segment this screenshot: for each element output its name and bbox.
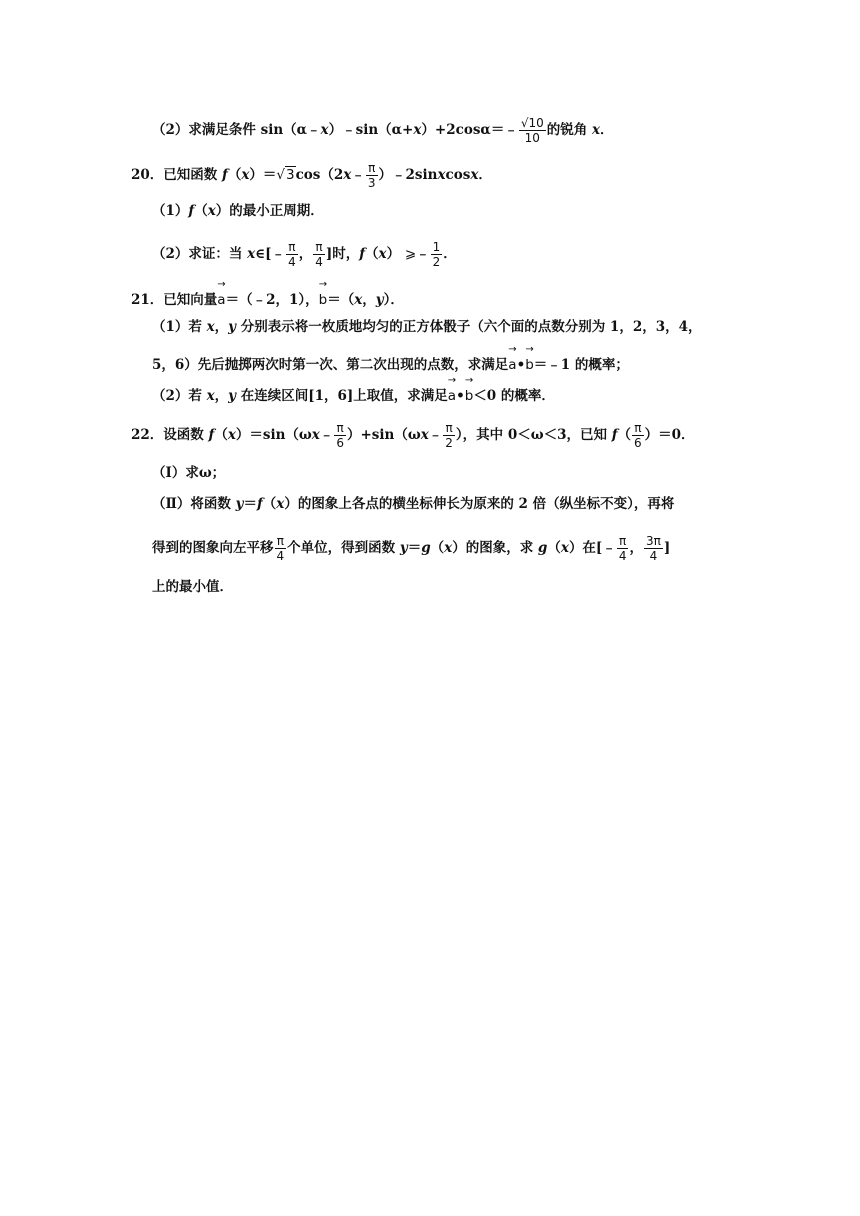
question-number: 20． [131,167,164,183]
fraction-denominator: 4 [618,549,627,563]
vector-letter: b [318,292,328,308]
text: 在连续区间[1，6]上取值，求满足 [240,388,448,404]
q21-stem [131,279,404,310]
var-x: x [311,427,320,443]
text: ）的图象上各点的横坐标伸长为原来的 2 倍（纵坐标不变），再将 [284,496,675,512]
var-f: f [359,246,366,262]
text: ＝（ [327,292,355,308]
fraction [334,421,346,450]
vector-b: → b [464,375,474,404]
dot-operator: • [516,357,526,373]
text: 已知向量 [163,292,218,308]
text: ﹣ [416,246,430,262]
fraction-denominator: 10 [524,131,540,145]
var-x: x [241,167,250,183]
var-x: x [420,427,429,443]
vector-a: → a [217,279,226,308]
text: （1）若 [152,319,202,335]
var-f: f [208,427,215,443]
fraction [366,161,378,190]
var-g: g [537,540,548,556]
q20-part1 [152,201,324,221]
var-x: x [444,540,453,556]
vector-letter: a [217,292,226,308]
text: ＝（﹣2，1）， [225,292,319,308]
vector-letter: b [525,357,534,373]
var-x: x [591,122,601,138]
var-f: f [256,496,263,512]
fraction-denominator: 3 [367,176,376,190]
text: 分别表示将一枚质地均匀的正方体骰子（六个面的点数分别为 1，2，3，4， [240,319,702,335]
vector-letter: a [447,388,457,404]
fraction-denominator: 2 [432,255,441,269]
fraction [632,421,644,450]
text: （ [194,203,208,219]
text: ＝﹣1 的概率； [533,357,629,373]
vector-letter: b [464,388,474,404]
fraction [431,240,443,269]
text: ）的图象，求 [452,540,534,556]
q22-stem [131,421,695,450]
text: ）＝0． [644,427,695,443]
fraction-numerator: π [313,240,325,255]
sqrt-radicand: 3 [285,167,295,183]
text: ＝ [243,496,257,512]
vector-b: → b [318,279,328,308]
var-x: x [207,203,216,219]
fraction [443,421,455,450]
text: （1） [152,203,189,219]
text: ）﹣2sin [378,167,438,183]
text: ） [386,246,401,262]
fraction-denominator: 6 [634,436,642,450]
var-x: x [247,246,256,262]
q21-part1-line2 [152,344,629,375]
fraction [644,534,663,563]
var-y: y [399,540,408,556]
fraction-denominator: 2 [445,436,453,450]
vector-a: → a [508,344,517,373]
fraction-denominator: 4 [288,255,296,269]
fraction [519,116,546,145]
var-x: x [206,319,215,335]
text: 的锐角 [546,122,588,138]
var-y: y [228,319,237,335]
text: ] [663,540,671,556]
fraction-numerator: π [286,240,298,255]
var-x: x [378,246,387,262]
text: ， [298,246,313,262]
q22-part1 [152,463,225,483]
greater-equal-symbol: ⩾ [404,246,417,262]
var-x: x [276,496,285,512]
var-x: x [413,122,422,138]
var-x: x [354,292,363,308]
text: （ [547,540,561,556]
fraction-numerator: 1 [432,240,441,254]
text: ． [600,122,614,138]
text: （2）求证：当 [152,246,243,262]
var-g: g [421,540,431,556]
var-x: x [437,167,446,183]
text: （Ⅰ）求ω； [152,465,226,481]
text: ）﹣sin（α+ [328,122,414,138]
fraction-numerator: π [443,421,455,436]
fraction [275,534,287,563]
fraction-numerator: 3π [645,534,661,548]
text: 设函数 [163,427,204,443]
text: 已知函数 [163,167,218,183]
text: ）+2cosα＝﹣ [421,122,518,138]
var-x: x [227,427,236,443]
text: ＜0 的概率． [473,388,555,404]
var-x: x [560,540,569,556]
fraction-denominator: 4 [649,549,658,563]
fraction-numerator: π [275,534,287,549]
var-x: x [470,167,479,183]
fraction-denominator: 4 [276,549,285,563]
text: （2）求满足条件 sin（α﹣ [152,122,321,138]
text: cos [445,167,471,183]
text: ）在[﹣ [568,540,616,556]
fraction-denominator: 4 [315,255,323,269]
text: ）＝sin（ω [235,427,312,443]
var-y: y [228,388,237,404]
text: （ [214,427,228,443]
fraction [286,240,298,269]
text: （ [262,496,277,512]
q22-part2-line3 [152,577,233,597]
vector-a: → a [447,375,457,404]
q22-part2-line1 [152,494,674,514]
var-f: f [222,167,228,183]
text: ． [443,246,457,262]
text: （ [617,427,632,443]
text: ， [214,388,229,404]
var-y: y [375,292,384,308]
text: 5，6）先后抛掷两次时第一次、第二次出现的点数，求满足 [152,357,509,373]
var-x: x [206,388,215,404]
q21-part1-line1 [152,317,702,337]
text: ﹣ [319,427,334,443]
text: ， [362,292,376,308]
text: ）的最小正周期． [215,203,324,219]
fraction-numerator: π [617,534,629,549]
fraction-numerator: π [632,421,644,436]
question-number: 21． [131,292,164,308]
text: （ [365,246,379,262]
text: （ [430,540,445,556]
var-f: f [188,203,195,219]
var-f: f [611,427,618,443]
text: ， [629,540,643,556]
text: 得到的图象向左平移 [152,540,274,556]
fraction-numerator: π [366,161,378,176]
text: ∈[﹣ [255,246,286,262]
q19-part2 [152,116,614,145]
text: 个单位，得到函数 [287,540,396,556]
text: （Ⅱ）将函数 [152,496,231,512]
q20-part2 [152,240,457,269]
text: ）＝ [249,167,277,183]
text: ． [478,167,492,183]
text: （2）若 [152,388,202,404]
var-x: x [320,122,329,138]
q21-part2 [152,375,555,406]
q20-stem [131,161,492,190]
text: ＝ [407,540,422,556]
fraction [313,240,325,269]
var-x: x [343,167,352,183]
text: ）+sin（ω [346,427,421,443]
text: ， [214,319,229,335]
q22-part2-line2 [152,534,670,563]
vector-b: → b [525,344,534,373]
fraction-denominator: 6 [336,436,344,450]
var-y: y [235,496,244,512]
text: （ [227,167,242,183]
fraction [617,534,629,563]
text: ]时， [325,246,360,262]
text: ），其中 0＜ω＜3，已知 [455,427,607,443]
question-number: 22． [131,427,164,443]
text: cos（2 [295,167,344,183]
fraction-numerator: π [334,421,346,436]
sqrt: √3 [276,167,295,183]
text: ）． [383,292,404,308]
text: 上的最小值． [152,579,233,595]
text: ﹣ [351,167,365,183]
fraction-numerator: √10 [520,116,544,130]
dot-operator: • [456,388,465,404]
text: ﹣ [428,427,443,443]
vector-letter: a [508,357,517,373]
